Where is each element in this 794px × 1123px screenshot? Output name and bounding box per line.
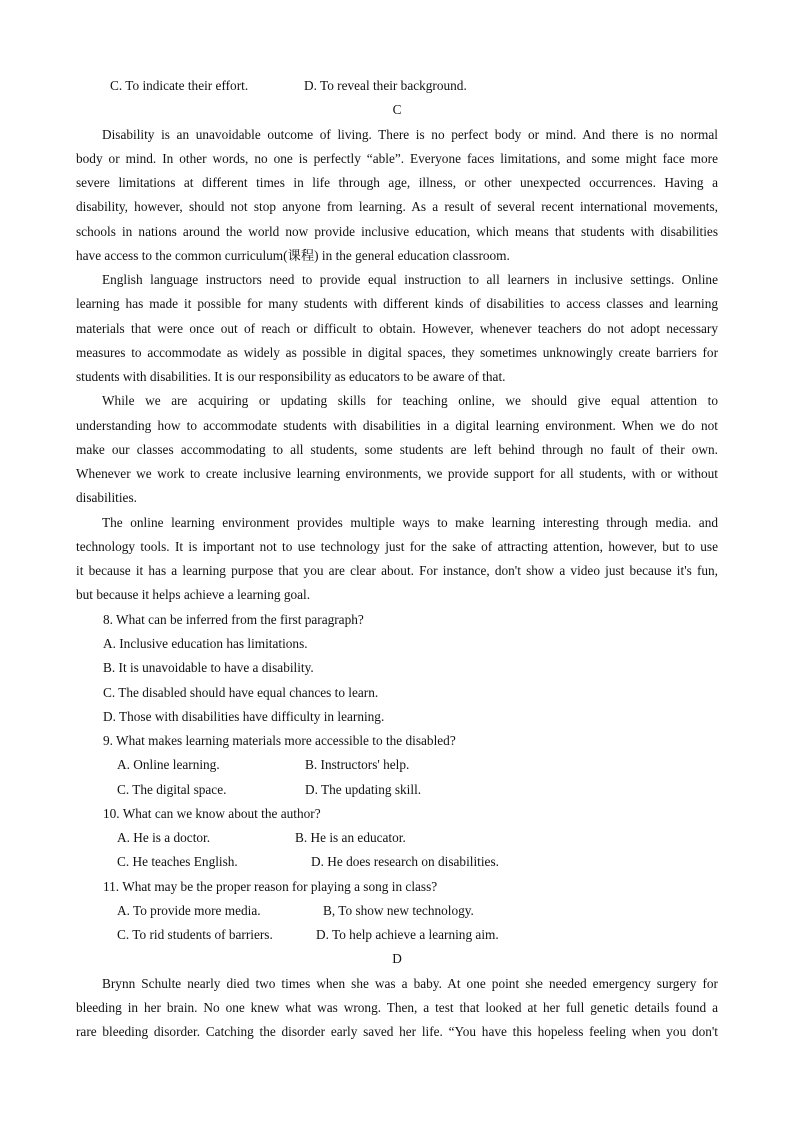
answer-option: D. The updating skill. [305,781,422,797]
answer-option: A. To provide more media. [117,902,261,918]
option-row [76,683,718,703]
question-stem [76,804,718,824]
answer-option: D. Those with disabilities have difficulty in learning. [103,708,385,724]
question-stem [76,610,718,630]
option-row [76,634,718,654]
paragraph-line: make our classes accommodating to all students, some students are left behind through no fault of their own. [76,441,718,457]
paragraph-line: rare bleeding disorder. Catching the disorder early saved her life. “You have this hopeless feeling when you don't [76,1024,718,1040]
paragraph-line: Brynn Schulte nearly died two times when she was a baby. At one point she needed emergency surgery for [102,975,718,991]
paragraph-line: Disability is an unavoidable outcome of living. There is no perfect body or mind. And there is no normal [102,126,718,142]
question-text: 8. What can be inferred from the first paragraph? [103,611,364,627]
paragraph-line: English language instructors need to provide equal instruction to all learners in inclusive settings. Online [102,272,718,288]
paragraph-line: schools in nations around the world now provide inclusive education, which means that students with disabilities [76,223,718,239]
paragraph-line: The online learning environment provides multiple ways to make learning interesting through media. and [102,514,718,530]
answer-option: A. Online learning. [117,757,220,773]
answer-option: C. The disabled should have equal chances to learn. [103,684,379,700]
section-heading-d: D [392,951,402,967]
paragraph-line: learning has made it possible for many students with different kinds of disabilities to access classes and learning [76,296,718,312]
answer-option: A. Inclusive education has limitations. [103,635,308,651]
option-row [76,901,718,921]
option-c: C. To indicate their effort. [110,78,249,93]
question-text: 9. What makes learning materials more accessible to the disabled? [103,733,456,749]
option-row [76,925,718,945]
paragraph-line: measures to accommodate as widely as possible in digital spaces, they sometimes unknowingly create barriers for [76,344,718,360]
option-row [76,76,718,96]
option-row [76,755,718,775]
paragraph-line: severe limitations at different times in life through age, illness, or other unexpected occurrences. Having a [76,175,718,191]
option-row [76,658,718,678]
option-row [76,828,718,848]
option-row [76,707,718,727]
answer-option: B. It is unavoidable to have a disability. [103,660,314,676]
paragraph-line: technology tools. It is important not to use technology just for the sake of attracting attention, however, but to use [76,538,718,554]
paragraph-line: it because it has a learning purpose that you are clear about. For instance, don't show a video just because it's fun, [76,563,718,579]
question-text: 10. What can we know about the author? [103,805,321,821]
option-row [76,780,718,800]
answer-option: A. He is a doctor. [117,830,211,846]
option-row [76,852,718,872]
answer-option: B. He is an educator. [295,830,406,846]
answer-option: C. To rid students of barriers. [117,927,273,943]
answer-option: B, To show new technology. [323,902,474,918]
answer-option: D. To help achieve a learning aim. [316,927,499,943]
paragraph-line: students with disabilities. It is our responsibility as educators to be aware of that. [76,369,506,385]
paragraph-line: but because it helps achieve a learning goal. [76,587,311,603]
question-stem [76,877,718,897]
paragraph-line: Whenever we work to create inclusive learning environments, we provide support for all students, with or without [76,466,718,482]
paragraph-line: disability, however, should not stop anyone from learning. As a result of several recent international movements, [76,199,718,215]
answer-option: C. He teaches English. [117,854,238,870]
paragraph-line: disabilities. [76,490,137,506]
answer-option: B. Instructors' help. [305,757,410,773]
question-text: 11. What may be the proper reason for playing a song in class? [103,878,438,894]
paragraph-line: understanding how to accommodate students with disabilities in a digital learning environment. When we do not [76,417,718,433]
paragraph-line: have access to the common curriculum(课程) in the general education classroom. [76,247,510,263]
section-heading-c: C [392,102,402,118]
paragraph-line: body or mind. In other words, no one is perfectly “able”. Everyone faces limitations, and some might face more [76,150,718,166]
answer-option: C. The digital space. [117,781,227,797]
question-stem [76,731,718,751]
option-d: D. To reveal their background. [304,78,467,93]
paragraph-line: materials that were once out of reach or difficult to obtain. However, whenever teachers do not adopt necessary [76,320,718,336]
paragraph-line: While we are acquiring or updating skills for teaching online, we should give equal attention to [102,393,718,409]
answer-option: D. He does research on disabilities. [311,854,499,870]
paragraph-line: bleeding in her brain. No one knew what was wrong. Then, a test that looked at her full genetic details found a [76,999,718,1015]
